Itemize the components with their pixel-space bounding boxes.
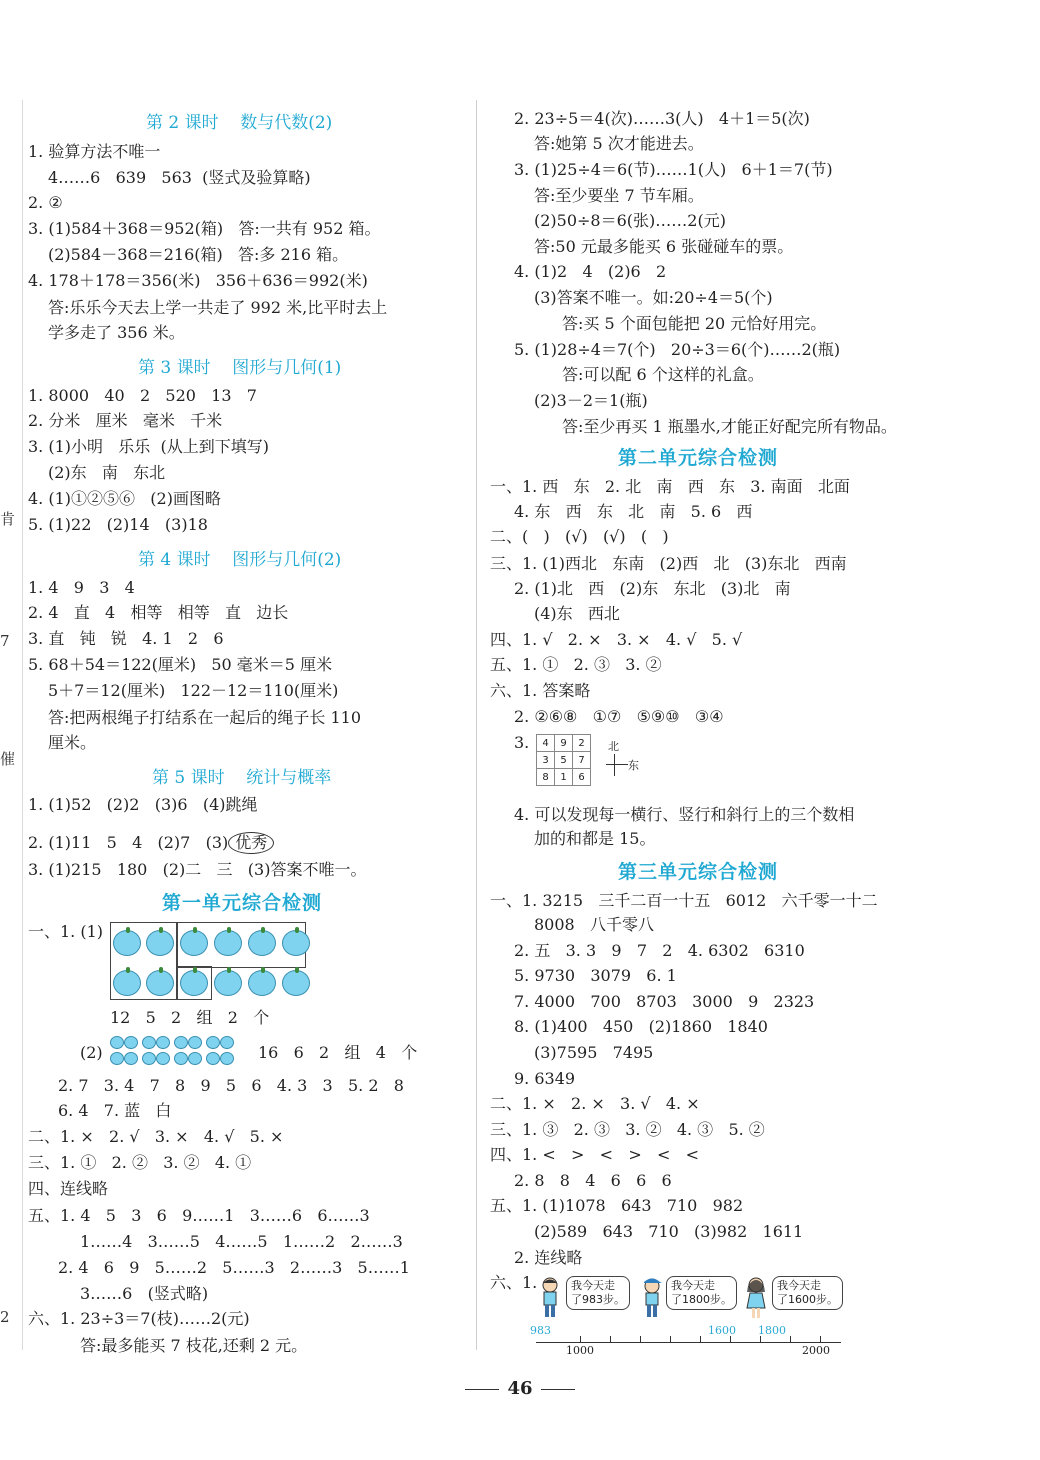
mark-label: 983 — [530, 1324, 551, 1337]
answer-line: 8008 八千零八 — [534, 915, 654, 934]
answer-line: 答:可以配 6 个这样的礼盒。 — [562, 365, 764, 384]
unit-heading: 第二单元综合检测 — [618, 447, 779, 469]
tick — [820, 1336, 821, 1342]
speech-bubble: 我今天走 了1800步。 — [666, 1276, 737, 1310]
answer-line: 答:至少再买 1 瓶墨水,才能正好配完所有物品。 — [562, 417, 897, 436]
apple-icon — [282, 970, 310, 996]
apple-icon — [124, 1052, 138, 1065]
answer-line: 1. 验算方法不唯一 — [28, 142, 161, 161]
answer-line: 12 5 2 组 2 个 — [110, 1008, 270, 1027]
apple-icon — [174, 1036, 188, 1049]
answer-line: 1……4 3……5 4……5 1……2 2……3 — [80, 1232, 403, 1251]
page-number — [0, 1378, 1040, 1399]
answer-line: (2)584－368＝216(箱) 答:多 216 箱。 — [48, 245, 349, 264]
answer-line: 7. 4000 700 8703 3000 9 2323 — [514, 992, 815, 1011]
compass-vertical-line — [614, 754, 615, 776]
apple-icon — [174, 1052, 188, 1065]
tick — [700, 1336, 701, 1342]
apple-icon — [124, 1036, 138, 1049]
apple-icon — [146, 970, 174, 996]
answer-line: 一、1. 西 东 2. 北 南 西 东 3. 南面 北面 — [490, 477, 850, 496]
magic-square-grid — [536, 734, 591, 786]
number-line — [530, 1322, 846, 1358]
answer-line: (2)589 643 710 (3)982 1611 — [534, 1222, 804, 1241]
answer-line: 六、1. 答案略 — [490, 681, 591, 700]
circled-answer: 优秀 — [228, 832, 274, 854]
answer-line: 二、1. × 2. × 3. √ 4. × — [490, 1094, 700, 1113]
answer-line: 4. 可以发现每一横行、竖行和斜行上的三个数相 — [514, 805, 855, 824]
answer-line: 二、1. × 2. √ 3. × 4. √ 5. × — [28, 1127, 284, 1146]
answer-line: 5＋7＝12(厘米) 122－12＝110(厘米) — [48, 681, 339, 700]
boy-figure-icon — [538, 1276, 562, 1320]
answer-line: (2)50÷8＝6(张)……2(元) — [534, 211, 726, 230]
small-apple-figure — [108, 1034, 238, 1068]
answer-line: 3. (1)小明 乐乐 (从上到下填写) — [28, 437, 269, 456]
answer-line: 2. 五 3. 3 9 7 2 4. 6302 6310 — [514, 941, 805, 960]
apple-icon — [180, 930, 208, 956]
margin-fragment: 催 — [0, 750, 16, 768]
answer-line: 2. 7 3. 4 7 8 9 5 6 4. 3 3 5. 2 8 — [58, 1076, 404, 1095]
answer-line: (2)东 南 东北 — [48, 463, 166, 482]
lesson-heading: 第 3 课时 图形与几何(1) — [138, 358, 342, 378]
right-column — [490, 0, 990, 1370]
lesson-heading: 第 2 课时 数与代数(2) — [146, 113, 333, 133]
apple-icon — [180, 970, 208, 996]
answer-line: 2. ② — [28, 193, 63, 212]
grid-cell: 2 — [573, 735, 591, 752]
apple-icon — [146, 930, 174, 956]
answer-line: 6. 4 7. 蓝 白 — [58, 1101, 172, 1120]
answer-line: 三、1. (1)西北 东南 (2)西 北 (3)东北 西南 — [490, 554, 847, 573]
mark-label: 1600 — [708, 1324, 736, 1337]
answer-line: (4)东 西北 — [534, 604, 620, 623]
answer-line: 1. (1)52 (2)2 (3)6 (4)跳绳 — [28, 795, 258, 814]
apple-icon — [206, 1052, 220, 1065]
answer-line: 答:最多能买 7 枝花,还剩 2 元。 — [80, 1336, 308, 1355]
answer-line: 2. 4 6 9 5……2 5……3 2……3 5……1 — [58, 1258, 410, 1277]
apple-icon — [113, 930, 141, 956]
answer-line: 五、1. 4 5 3 6 9……1 3……6 6……3 — [28, 1206, 370, 1225]
answer-line: 一、1. (1) — [28, 922, 104, 941]
tick — [580, 1336, 581, 1342]
grid-cell: 3 — [537, 752, 555, 769]
tick — [790, 1336, 791, 1342]
apple-icon — [156, 1036, 170, 1049]
axis-tick-label: 1000 — [566, 1344, 594, 1357]
answer-line: 4. (1)2 4 (2)6 2 — [514, 262, 667, 281]
boy-with-cap-icon — [640, 1276, 664, 1320]
answer-line: 四、1. √ 2. × 3. × 4. √ 5. √ — [490, 630, 743, 649]
answer-line: (3)答案不唯一。如:20÷4＝5(个) — [534, 288, 773, 307]
grid-cell: 8 — [537, 769, 555, 786]
compass-north-label: 北 — [608, 740, 619, 753]
margin-fragment: 肯 — [0, 510, 16, 528]
answer-line: (2) — [80, 1043, 103, 1062]
answer-line: 3. (1)25÷4＝6(节)……1(人) 6＋1＝7(节) — [514, 160, 833, 179]
number-line-axis — [536, 1342, 841, 1343]
page-number-text: 46 — [507, 1378, 533, 1399]
answer-line: 5. 9730 3079 6. 1 — [514, 966, 677, 985]
column-divider — [476, 100, 477, 1350]
apple-icon — [188, 1052, 202, 1065]
speech-bubble: 我今天走 了983步。 — [566, 1276, 630, 1310]
grid-cell: 7 — [573, 752, 591, 769]
answer-line: 3. 直 钝 锐 4. 1 2 6 — [28, 629, 224, 648]
apple-icon — [248, 930, 276, 956]
answer-line: 5. (1)22 (2)14 (3)18 — [28, 515, 208, 534]
answer-line: 4. (1)①②⑤⑥ (2)画图略 — [28, 489, 221, 508]
answer-line: 答:把两根绳子打结系在一起后的绳子长 110 — [48, 708, 362, 727]
lesson-heading: 第 5 课时 统计与概率 — [152, 768, 332, 788]
answer-line: 三、1. ① 2. ② 3. ② 4. ① — [28, 1153, 252, 1172]
answer-line: 4……6 639 563 (竖式及验算略) — [48, 168, 311, 187]
apple-icon — [282, 930, 310, 956]
apple-icon — [110, 1036, 124, 1049]
compass-east-label: 东 — [628, 759, 639, 772]
answer-line: 8. (1)400 450 (2)1860 1840 — [514, 1017, 768, 1036]
tick — [610, 1336, 611, 1342]
answer-line: 1. 8000 40 2 520 13 7 — [28, 386, 257, 405]
answer-line: 4. 东 西 东 北 南 5. 6 西 — [514, 502, 753, 521]
left-binding-line — [22, 100, 23, 1350]
margin-fragment: 2 — [0, 1308, 10, 1326]
answer-line: 答:乐乐今天去上学一共走了 992 米,比平时去上 — [48, 298, 388, 317]
answer-line: 六、1. — [490, 1273, 538, 1292]
apple-icon — [110, 1052, 124, 1065]
apple-icon — [214, 970, 242, 996]
margin-fragment: 7 — [0, 632, 10, 650]
answer-line: 2. 4 直 4 相等 相等 直 边长 — [28, 603, 289, 622]
answer-line: 3……6 (竖式略) — [80, 1284, 209, 1303]
unit-heading: 第一单元综合检测 — [162, 892, 323, 914]
answer-line: 5. (1)28÷4＝7(个) 20÷3＝6(个)……2(瓶) — [514, 340, 841, 359]
answer-line: 2. 连线略 — [514, 1248, 583, 1267]
apple-icon — [214, 930, 242, 956]
compass-figure — [602, 738, 652, 782]
grid-cell: 6 — [573, 769, 591, 786]
answer-line: 9. 6349 — [514, 1069, 576, 1088]
answer-line: 加的和都是 15。 — [534, 829, 656, 848]
mark-label: 1800 — [758, 1324, 786, 1337]
answer-line: 一、1. 3215 三千二百一十五 6012 六千零一十二 — [490, 891, 878, 910]
girl-figure-icon — [744, 1276, 768, 1320]
answer-line: 5. 68＋54＝122(厘米) 50 毫米＝5 厘米 — [28, 655, 333, 674]
answer-line: 1. 4 9 3 4 — [28, 578, 135, 597]
grid-cell: 9 — [555, 735, 573, 752]
answer-line: 2. (1)北 西 (2)东 东北 (3)北 南 — [514, 579, 791, 598]
answer-line: 答:至少要坐 7 节车厢。 — [534, 186, 704, 205]
answer-line: 五、1. ① 2. ③ 3. ② — [490, 655, 662, 674]
left-column — [28, 0, 473, 1370]
apple-icon — [220, 1036, 234, 1049]
answer-line: 答:买 5 个面包能把 20 元恰好用完。 — [562, 314, 827, 333]
answer-line: 2. 分米 厘米 毫米 千米 — [28, 411, 223, 430]
tick — [670, 1336, 671, 1342]
apple-icon — [113, 970, 141, 996]
answer-line: 2. ②⑥⑧ ①⑦ ⑤⑨⑩ ③④ — [514, 707, 724, 726]
answer-line: 答:50 元最多能买 6 张碰碰车的票。 — [534, 237, 794, 256]
answer-text: 2. (1)11 5 4 (2)7 (3) — [28, 833, 229, 852]
answer-line: (2)3－2＝1(瓶) — [534, 391, 648, 410]
answer-line: 3. (1)584＋368＝952(箱) 答:一共有 952 箱。 — [28, 219, 381, 238]
compass-horizontal-line — [606, 764, 628, 765]
answer-line: 2. 23÷5＝4(次)……3(人) 4＋1＝5(次) — [514, 109, 810, 128]
unit-heading: 第三单元综合检测 — [618, 861, 779, 883]
apple-icon — [220, 1052, 234, 1065]
answer-line: 16 6 2 组 4 个 — [258, 1043, 418, 1062]
answer-line: 答:她第 5 次才能进去。 — [534, 134, 704, 153]
grid-cell: 5 — [555, 752, 573, 769]
grid-cell: 4 — [537, 735, 555, 752]
speech-bubble: 我今天走 了1600步。 — [772, 1276, 843, 1310]
answer-line: 学多走了 356 米。 — [48, 323, 185, 342]
answer-line — [28, 832, 274, 854]
page-number-rule — [541, 1389, 575, 1390]
apple-icon — [142, 1036, 156, 1049]
answer-line: 3. — [514, 733, 530, 752]
answer-line: (3)7595 7495 — [534, 1043, 654, 1062]
apple-icon — [142, 1052, 156, 1065]
apple-icon — [156, 1052, 170, 1065]
answer-line: 五、1. (1)1078 643 710 982 — [490, 1196, 744, 1215]
answer-line: 四、连线略 — [28, 1179, 109, 1198]
answer-line: 2. 8 8 4 6 6 6 — [514, 1171, 672, 1190]
answer-line: 三、1. ③ 2. ③ 3. ② 4. ③ 5. ② — [490, 1120, 765, 1139]
apple-icon — [248, 970, 276, 996]
apple-grouping-figure — [110, 922, 310, 1000]
answer-line: 厘米。 — [48, 733, 97, 752]
grid-cell: 1 — [555, 769, 573, 786]
answer-line: 四、1. < > < > < < — [490, 1145, 700, 1164]
answer-line: 3. (1)215 180 (2)二 三 (3)答案不唯一。 — [28, 860, 367, 879]
apple-icon — [188, 1036, 202, 1049]
tick — [640, 1336, 641, 1342]
answer-line: 二、( ) (√) (√) ( ) — [490, 527, 669, 546]
answer-line: 六、1. 23÷3＝7(枝)……2(元) — [28, 1309, 250, 1328]
apple-icon — [206, 1036, 220, 1049]
answer-line: 4. 178＋178＝356(米) 356＋636＝992(米) — [28, 271, 368, 290]
page-number-rule — [465, 1389, 499, 1390]
axis-tick-label: 2000 — [802, 1344, 830, 1357]
lesson-heading: 第 4 课时 图形与几何(2) — [138, 550, 342, 570]
